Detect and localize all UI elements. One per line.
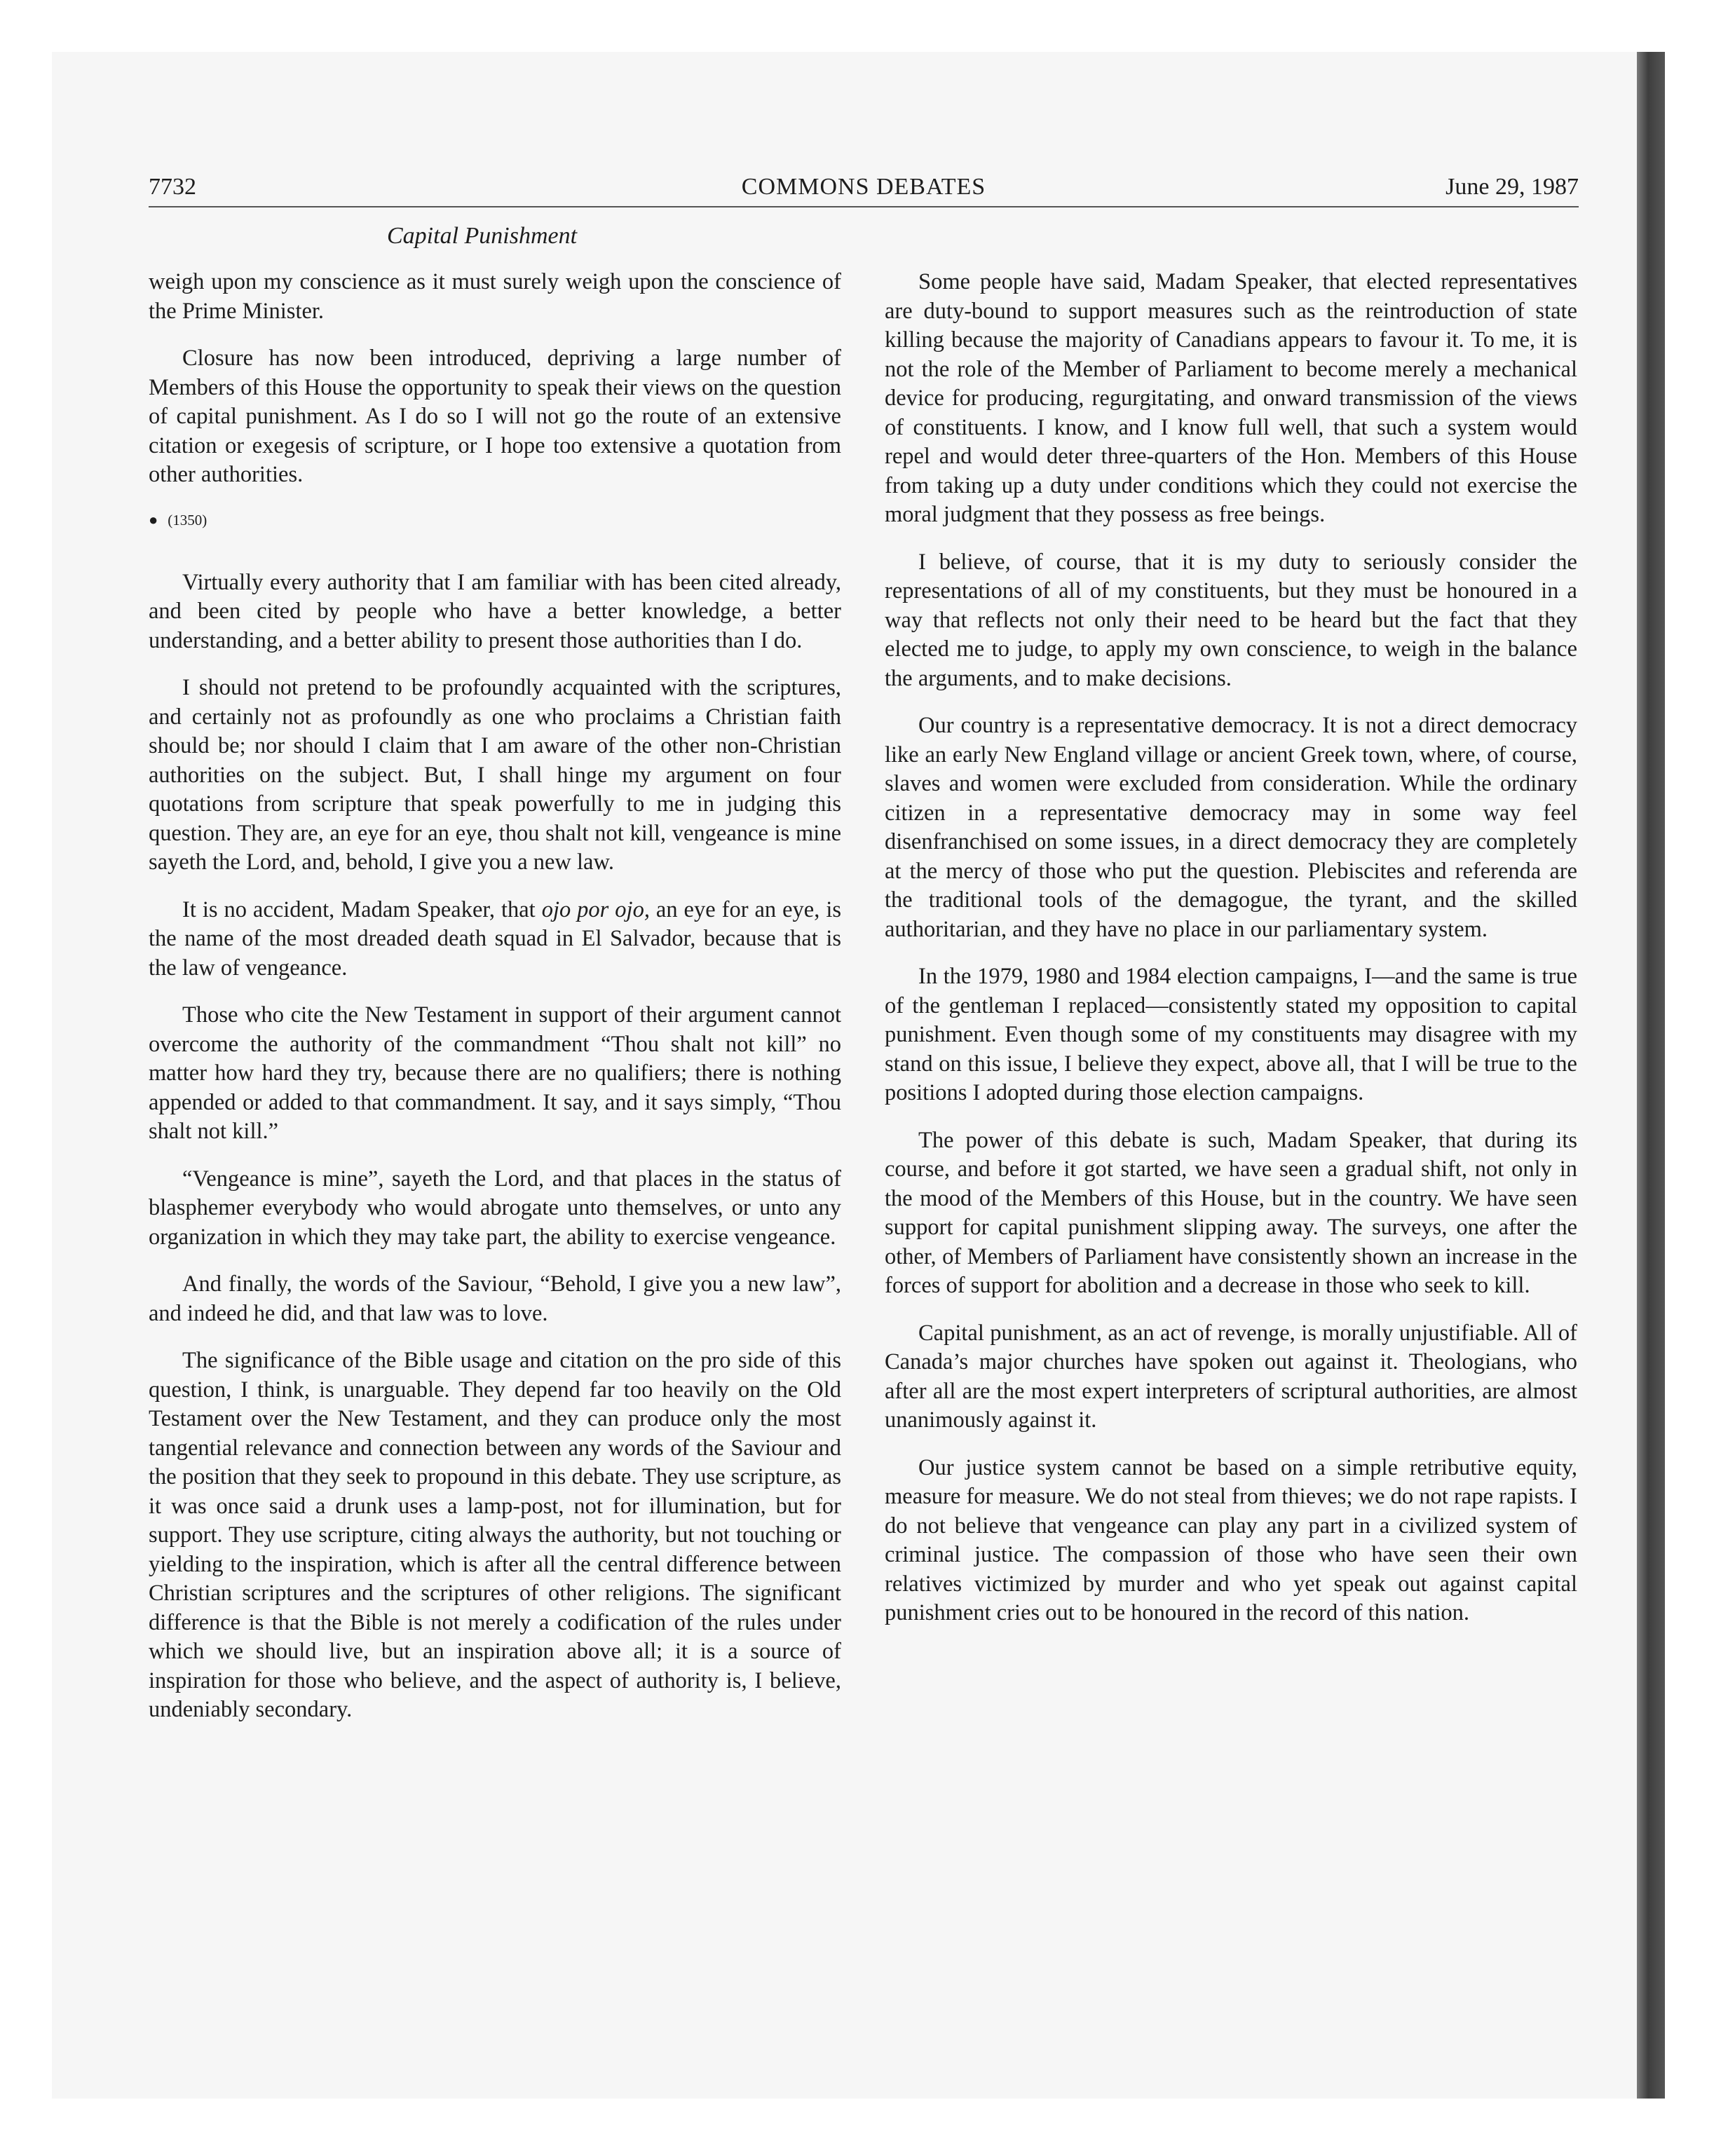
paragraph: “Vengeance is mine”, sayeth the Lord, and that places in the status of blasphemer everybody who would abrogate unto themselves, or unto any organization in which they may take part, the ability to exercise vengeance. (149, 1166, 841, 1250)
time-marker-label: (1350) (168, 511, 207, 528)
left-column (149, 268, 841, 1743)
paragraph: The power of this debate is such, Madam Speaker, that during its course, and before it got started, we have seen a gradual shift, not only in the mood of the Members of this House, but in the country. We have seen support for capital punishment slipping away. The surveys, one after the other, of Members of Parliament have consistently shown an increase in the forces of support for abolition and a decrease in those who seek to kill. (885, 1127, 1577, 1298)
paragraph: Virtually every authority that I am familiar with has been cited already, and been cited by people who have a better knowledge, a better understanding, and a better ability to present those authorities than I do. (149, 569, 841, 653)
page-date: June 29, 1987 (1445, 174, 1579, 200)
bullet-icon: ● (149, 510, 158, 528)
paragraph: Our justice system cannot be based on a simple retributive equity, measure for measure. We do not steal from thieves; we do not rape rapists. I do not believe that vengeance can play any part in a civilized system of criminal justice. The compassion of those who have seen their own relatives victimized by murder and who yet speak out against capital punishment cries out to be honoured in the record of this nation. (885, 1454, 1577, 1625)
section-title: Capital Punishment (387, 223, 578, 249)
paragraph: weigh upon my conscience as it must surely weigh upon the conscience of the Prime Minister. (149, 269, 841, 324)
paragraph: Closure has now been introduced, depriving a large number of Members of this House the opportunity to speak their views on the question of capital punishment. As I do so I will not go the route of an extensive citation or exegesis of scripture, or I hope too extensive a quotation from other authorities. (149, 346, 841, 487)
text-run: It is no accident, Madam Speaker, that (182, 896, 542, 922)
paragraph (149, 896, 841, 983)
text-run: an eye for an eye, is the name of the most dreaded death squad in El Salvador, because that is the law of vengeance. (149, 896, 841, 981)
running-title: COMMONS DEBATES (741, 174, 986, 200)
paragraph: And finally, the words of the Saviour, “Behold, I give you a new law”, and indeed he did, and that law was to love. (149, 1271, 841, 1326)
paragraph: Some people have said, Madam Speaker, that elected representatives are duty-bound to support measures such as the reintroduction of state killing because the majority of Canadians appears to favour it. To me, it is not the role of the Member of Parliament to become merely a mechanical device for producing, regurgitating, and onward transmission of the views of constituents. I know, and I know full well, that such a system would repel and would deter three-quarters of the Hon. Members of this House from taking up a duty under conditions which they could not exercise the moral judgment that they possess as free beings. (885, 269, 1577, 527)
paragraph: I should not pretend to be profoundly acquainted with the scriptures, and certainly not as profoundly as one who proclaims a Christian faith should be; nor should I claim that I am aware of the other non-Christian authorities on the subject. But, I shall hinge my argument on four quotations from scripture that speak powerfully to me in judging this question. They are, an eye for an eye, thou shalt not kill, vengeance is mine sayeth the Lord, and, behold, I give you a new law. (149, 675, 841, 875)
scan-binding-edge (1637, 52, 1665, 2099)
time-marker (149, 510, 841, 531)
paragraph: The significance of the Bible usage and citation on the pro side of this question, I think, is unarguable. They depend far too heavily on the Old Testament over the New Testament, and they can produce only the most tangential relevance and connection between any words of the Saviour and the position that they seek to propound in this debate. They use scripture, as it was once said a drunk uses a lamp-post, not for illumination, but for support. They use scripture, citing always the authority, but not touching or yielding to the inspiration, which is after all the central difference between Christian scriptures and the scriptures of other religions. The significant difference is that the Bible is not merely a codification of the rules under which we should live, but an inspiration above all; it is a source of inspiration for those who believe, and the aspect of authority is, I believe, undeniably secondary. (149, 1348, 841, 1722)
page-number: 7732 (149, 174, 196, 200)
page-header (149, 174, 1579, 207)
italic-phrase: ojo por ojo, (541, 896, 650, 922)
paragraph: In the 1979, 1980 and 1984 election campaigns, I—and the same is true of the gentleman I replaced—consistently stated my opposition to capital punishment. Even though some of my constituents may disagree with my stand on this issue, I believe they expect, above all, that I will be true to the positions I adopted during those election campaigns. (885, 964, 1577, 1105)
right-column (885, 268, 1577, 1646)
paragraph: Those who cite the New Testament in support of their argument cannot overcome the authority of the commandment “Thou shalt not kill” no matter how hard they try, because there are no qualifiers; there is nothing appended or added to that commandment. It say, and it says simply, “Thou shalt not kill.” (149, 1002, 841, 1144)
paragraph: Our country is a representative democracy. It is not a direct democracy like an early New England village or ancient Greek town, where, of course, slaves and women were excluded from consideration. While the ordinary citizen in a representative democracy may in some way feel disenfranchised on some issues, in a direct democracy they are completely at the mercy of those who put the question. Plebiscites and referenda are the traditional tools of the demagogue, the tyrant, and the skilled authoritarian, and they have no place in our parliamentary system. (885, 713, 1577, 942)
paragraph: Capital punishment, as an act of revenge, is morally unjustifiable. All of Canada’s major churches have spoken out against it. Theologians, who after all are the most expert interpreters of scriptural authorities, are almost unanimously against it. (885, 1320, 1577, 1433)
paragraph: I believe, of course, that it is my duty to seriously consider the representations of all of my constituents, but they must be honoured in a way that reflects not only their need to be heard but the fact that they elected me to judge, to apply my own conscience, to weigh in the balance the arguments, and to make decisions. (885, 549, 1577, 691)
